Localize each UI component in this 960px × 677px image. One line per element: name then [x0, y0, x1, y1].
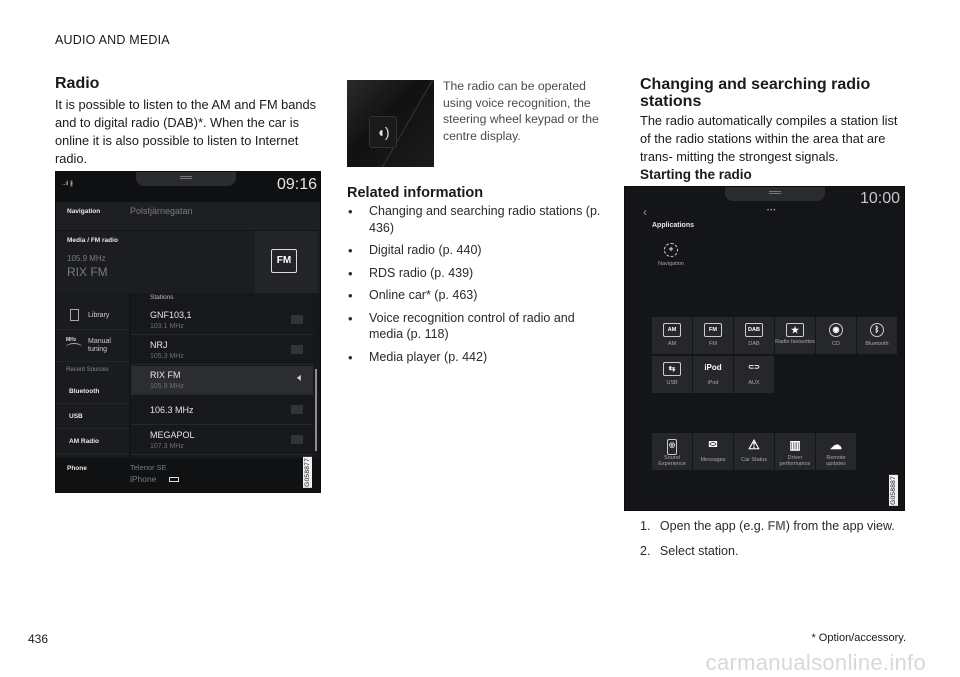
app-dab[interactable]: [734, 317, 774, 354]
app-messages[interactable]: [693, 433, 733, 470]
scrollbar[interactable]: [315, 369, 317, 451]
related-link[interactable]: [347, 203, 612, 236]
app-label: iPod: [707, 380, 719, 386]
app-label: Bluetooth: [865, 341, 889, 347]
top-view-handle[interactable]: [725, 187, 825, 201]
bullet: •: [348, 288, 353, 303]
illustration-id: G058877: [304, 458, 311, 487]
app-aux[interactable]: [734, 356, 774, 393]
app-label: Sound Experience: [658, 455, 686, 467]
radio-title: Radio: [55, 75, 100, 92]
disc-icon: ◉: [829, 323, 843, 337]
page-indicator: •••: [767, 208, 777, 214]
step-text: Select station.: [659, 544, 739, 558]
changing-stations-title: Changing and searching radio stations: [640, 76, 871, 110]
step-number: 1.: [640, 519, 651, 533]
station-name: 106.3 MHz: [150, 405, 194, 415]
related-link[interactable]: [347, 349, 612, 366]
library-label: Library: [88, 312, 110, 319]
app-label: Messages: [700, 457, 726, 463]
app-label: Navigation: [658, 261, 684, 267]
source-panel: [56, 293, 129, 458]
related-link[interactable]: [347, 242, 612, 259]
message-icon: ✉: [708, 439, 718, 451]
radio-screen: [55, 171, 321, 493]
related-link-text: Media player (p. 442): [369, 349, 488, 364]
ipod-icon: iPod: [704, 363, 722, 372]
fm-source-button[interactable]: [255, 231, 317, 293]
speaker-icon: ◎: [667, 439, 677, 455]
navigation-value: Polstjärnegatan: [130, 206, 193, 216]
applications-label: Applications: [652, 222, 695, 229]
station-name: NRJ: [150, 340, 168, 350]
clock: 10:00: [859, 190, 900, 207]
app-label: AM: [667, 341, 677, 347]
compass-icon: ✛: [664, 243, 678, 257]
station-frequency: 103.1 MHz: [150, 323, 184, 330]
status-bar: [56, 172, 320, 202]
library-button[interactable]: [56, 303, 129, 330]
related-link-text: RDS radio (p. 439): [369, 265, 474, 280]
voice-button-image: [347, 80, 434, 167]
app-label: Radio favourites: [775, 339, 815, 345]
related-link[interactable]: [347, 310, 612, 343]
footnote: * Option/accessory.: [811, 632, 906, 644]
stations-header: Stations: [150, 294, 174, 301]
app-radio-favourites[interactable]: [775, 317, 815, 354]
app-remote-updates[interactable]: [816, 433, 856, 470]
current-station: RIX FM: [67, 265, 108, 279]
signal-icon: ..ıl ∦: [62, 181, 74, 187]
app-usb[interactable]: [652, 356, 692, 393]
step-number: 2.: [640, 544, 651, 558]
phone-operator: Telenor SE: [130, 463, 167, 472]
fm-icon: FM: [271, 249, 297, 273]
app-label: USB: [666, 380, 678, 386]
app-bluetooth[interactable]: [857, 317, 897, 354]
star-icon: ★: [786, 323, 804, 337]
bullet: •: [348, 265, 353, 281]
watermark: carmanualsonline.info: [705, 650, 926, 675]
section-header: AUDIO AND MEDIA: [55, 33, 170, 47]
app-label: Driver performance: [779, 455, 811, 467]
media-label: Media / FM radio: [67, 237, 118, 244]
recent-source-label: USB: [69, 413, 83, 420]
preset-icon: [291, 315, 303, 324]
step-text-end: ) from the app view.: [785, 519, 895, 533]
top-view-handle[interactable]: [136, 172, 236, 186]
recent-source-usb[interactable]: [56, 404, 129, 429]
station-name: RIX FM: [150, 370, 181, 380]
page-number: 436: [28, 632, 49, 646]
app-sound-experience[interactable]: [652, 433, 692, 470]
station-name: MEGAPOL: [150, 430, 195, 440]
warning-icon: ⚠: [748, 437, 760, 452]
changing-stations-intro: The radio automatically compiles a station list of the radio stations within the area that are trans- mitting the strongest signals.: [640, 113, 898, 165]
app-label: AUX: [748, 380, 760, 386]
preset-icon: [291, 345, 303, 354]
step-text: Open the app (e.g.: [659, 519, 768, 533]
station-item[interactable]: [131, 396, 313, 425]
am-icon: AM: [663, 323, 681, 337]
tuning-dial-icon: [66, 343, 82, 351]
preset-icon: [291, 405, 303, 414]
voice-recognition-icon: ◖): [369, 116, 397, 148]
app-driver-performance[interactable]: [775, 433, 815, 470]
navigation-label: Navigation: [67, 208, 101, 215]
step-1: [640, 519, 895, 533]
cloud-download-icon: ☁: [830, 438, 842, 452]
station-item[interactable]: [131, 336, 313, 365]
mhz-icon: MHz: [66, 337, 77, 343]
station-list: [131, 293, 319, 458]
app-label: Car Status: [741, 457, 767, 463]
recent-source-bluetooth[interactable]: [56, 379, 129, 404]
speaker-icon: 🔈︎: [297, 372, 304, 384]
related-link-text: Changing and searching radio stations (p. 436): [369, 204, 601, 235]
dab-icon: DAB: [745, 323, 763, 337]
station-item[interactable]: [131, 306, 313, 335]
station-frequency: 105.9 MHz: [150, 383, 184, 390]
recent-source-label: Bluetooth: [69, 388, 100, 395]
app-label: CD: [832, 341, 840, 347]
app-am[interactable]: [652, 317, 692, 354]
back-icon[interactable]: ‹: [643, 205, 647, 219]
app-ipod[interactable]: [693, 356, 733, 393]
app-car-status[interactable]: [734, 433, 774, 470]
phone-label: Phone: [67, 465, 87, 472]
usb-icon: ⇆: [663, 362, 681, 376]
phone-device: iPhone: [130, 474, 157, 484]
related-link-text: Digital radio (p. 440): [369, 243, 482, 257]
phone-tile[interactable]: [56, 458, 320, 493]
illustration-id: G058887: [890, 476, 897, 505]
station-name: GNF103,1: [150, 310, 192, 320]
station-item-selected[interactable]: [131, 366, 313, 395]
recent-sources-label: Recent Sources: [66, 367, 109, 373]
recent-source-label: AM Radio: [69, 438, 99, 445]
app-fm[interactable]: [693, 317, 733, 354]
related-info-list: [347, 203, 612, 371]
bullet: •: [348, 204, 353, 219]
radio-intro: It is possible to listen to the AM and FM bands and to digital radio (DAB)*. When the car is online it is also possible to listen to Internet radio.: [55, 97, 317, 167]
app-label: Remote updates: [826, 455, 846, 467]
bullet: •: [348, 349, 353, 365]
bullet: •: [348, 243, 353, 258]
related-link[interactable]: [347, 287, 612, 304]
fm-icon: FM: [704, 323, 722, 337]
recent-source-am-radio[interactable]: [56, 429, 129, 454]
library-icon: [70, 309, 79, 321]
related-link-text: Voice recognition control of radio and media (p. 118): [369, 310, 575, 341]
current-frequency: 105.9 MHz: [67, 254, 106, 263]
app-cd[interactable]: [816, 317, 856, 354]
related-link-text: Online car* (p. 463): [369, 288, 478, 302]
related-link[interactable]: [347, 265, 612, 282]
related-info-title: Related information: [347, 185, 484, 201]
aux-icon: ⊂⊃: [748, 364, 760, 371]
starting-radio-title: Starting the radio: [640, 167, 752, 182]
clock: 09:16: [276, 176, 317, 193]
voice-caption: The radio can be operated using voice recognition, the steering wheel keypad or the centre display.: [443, 79, 599, 143]
bar-chart-icon: ▥: [789, 438, 801, 452]
station-frequency: 105.3 MHz: [150, 353, 184, 360]
bluetooth-icon: ᛒ: [870, 323, 884, 337]
step-app-name: FM: [767, 519, 786, 533]
app-label: FM: [709, 341, 717, 347]
station-frequency: 107.3 MHz: [150, 443, 184, 450]
manual-tuning-button[interactable]: [56, 331, 129, 362]
station-item[interactable]: [131, 426, 313, 455]
app-navigation[interactable]: [651, 237, 691, 274]
battery-icon: [169, 477, 179, 482]
preset-icon: [291, 435, 303, 444]
step-2: [640, 544, 738, 558]
app-label: DAB: [748, 341, 760, 347]
bullet: •: [348, 310, 353, 326]
manual-tuning-label: Manual tuning: [88, 338, 111, 354]
app-view-screen: [624, 186, 905, 511]
navigation-tile[interactable]: [56, 202, 320, 230]
